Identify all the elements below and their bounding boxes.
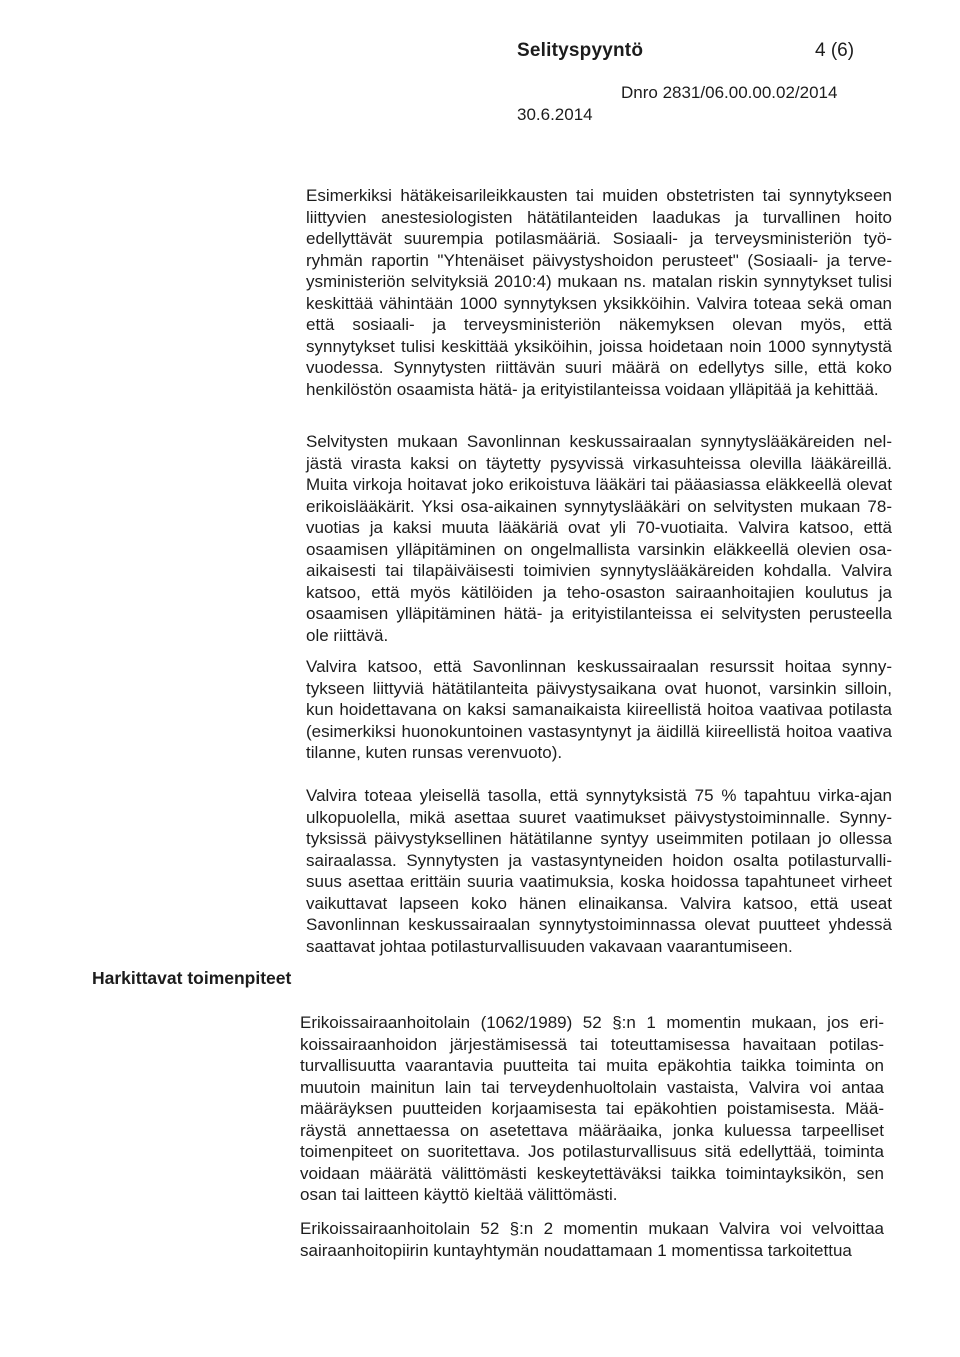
body-paragraph-2: Selvitysten mukaan Savonlinnan keskussairaalan synnytyslääkäreiden neljästä virasta kaksi on täytetty pysyvissä virkasuhteissa olevilla lääkäreillä. Muita virkoja hoitavat joko erikoistuva lääkäri tai pääasiassa eläkkeellä olevat erikoislääkärit. Yksi osa-aikainen synnytyslääkäri on selvitysten mukaan 78-vuotias ja kaksi muuta lääkäriä ovat yli 70-vuotiaita. Valvira katsoo, että osaamisen ylläpitäminen on ongelmallista varsinkin eläkkeellä olevien osa-aikaisesti tai tilapäiväisesti toimivien synnytyslääkäreiden kohdalla. Valvira katsoo, että myös kätilöiden ja teho-osaston sairaanhoitajien koulutus ja osaamisen ylläpitäminen hätä- ja erityistilanteissa ei selvitysten perusteella ole riittävä. bbox=[306, 432, 892, 645]
section-heading-harkittavat-toimenpiteet: Harkittavat toimenpiteet bbox=[92, 968, 292, 988]
body-paragraph-3: Valvira katsoo, että Savonlinnan keskussairaalan resurssit hoitaa synnytykseen liittyviä hätätilanteita päivystysaikana ovat huonot, varsinkin silloin, kun hoidettavana on kaksi samanaikaista kiireellistä hoitoa vaativaa potilasta (esimerkiksi huonokuntoinen vastasyntynyt ja äidillä kiireellistä hoitoa vaativa tilanne, kuten runsas verenvuoto). bbox=[306, 657, 892, 762]
body-paragraph-4: Valvira toteaa yleisellä tasolla, että synnytyksistä 75 % tapahtuu virka-ajan ulkopuolella, mikä asettaa suuret vaatimukset päivystystoiminnalle. Synnytyksissä päivystyksellinen hätätilanne syntyy useimmiten potilaan jo ollessa sairaalassa. Synnytysten ja vastasyntyneiden hoidon osalta potilasturvallisuus asettaa erittäin suuria vaatimuksia, koska hoidossa tapahtuneet virheet vaikuttavat lapseen koko hänen elinaikansa. Valvira katsoo, että useat Savonlinnan keskussairaalan synnytystoiminnassa olevat puutteet yhdessä saattavat johtaa potilasturvallisuuden vakavaan vaarantumiseen. bbox=[306, 786, 892, 956]
document-title: Selityspyyntö bbox=[517, 40, 644, 61]
body-paragraph-5: Erikoissairaanhoitolain (1062/1989) 52 §:n 1 momentin mukaan, jos erikoissairaanhoidon järjestämisessä tai toteuttamisessa havaitaan potilasturvallisuutta vaarantavia puutteita tai muita epäkohtia taikka toiminta on muutoin mainitun lain tai terveydenhuoltolain vastaista, Valvira voi antaa määräyksen puutteiden korjaamisesta tai epäkohtien poistamisesta. Määräystä annettaessa on asetettava määräaika, jonka kuluessa tarpeelliset toimenpiteet on suoritettava. Jos potilasturvallisuus sitä edellyttää, toiminta voidaan määrätä välittömästi keskeytettäväksi taikka toimintayksikön, sen osan tai laitteen käyttö kieltää välittömästi. bbox=[300, 1013, 884, 1204]
page-number: 4 (6) bbox=[815, 40, 855, 61]
body-paragraph-1: Esimerkiksi hätäkeisarileikkausten tai muiden obstetristen tai synnytykseen liittyvien anestesiologisten hätätilanteiden laadukas ja turvallinen hoito edellyttävät suurempia potilasmääriä. Sosiaali- ja terveysministeriön työryhmän raportin "Yhtenäiset päivystyshoidon perusteet" (Sosiaali- ja terveysministeriön selvityksiä 2010:4) mukaan ns. matalan riskin synnytykset tulisi keskittää vähintään 1000 synnytyksen yksikköihin. Valvira toteaa sekä oman että sosiaali- ja terveysministeriön näkemyksen olevan myös, että synnytykset tulisi keskittää yksiköihin, joissa hoidetaan noin 1000 synnytystä vuodessa. Synnytysten riittävän suuri määrä on edellytys sille, että koko henkilöstön osaamista hätä- ja erityistilanteissa voidaan ylläpitää ja kehittää. bbox=[306, 186, 892, 399]
document-reference-number: Dnro 2831/06.00.00.02/2014 bbox=[621, 83, 838, 102]
body-paragraph-6: Erikoissairaanhoitolain 52 §:n 2 momentin mukaan Valvira voi velvoittaa sairaanhoitopiirin kuntayhtymän noudattamaan 1 momentissa tarkoitettua bbox=[300, 1219, 884, 1260]
document-date: 30.6.2014 bbox=[517, 105, 593, 124]
